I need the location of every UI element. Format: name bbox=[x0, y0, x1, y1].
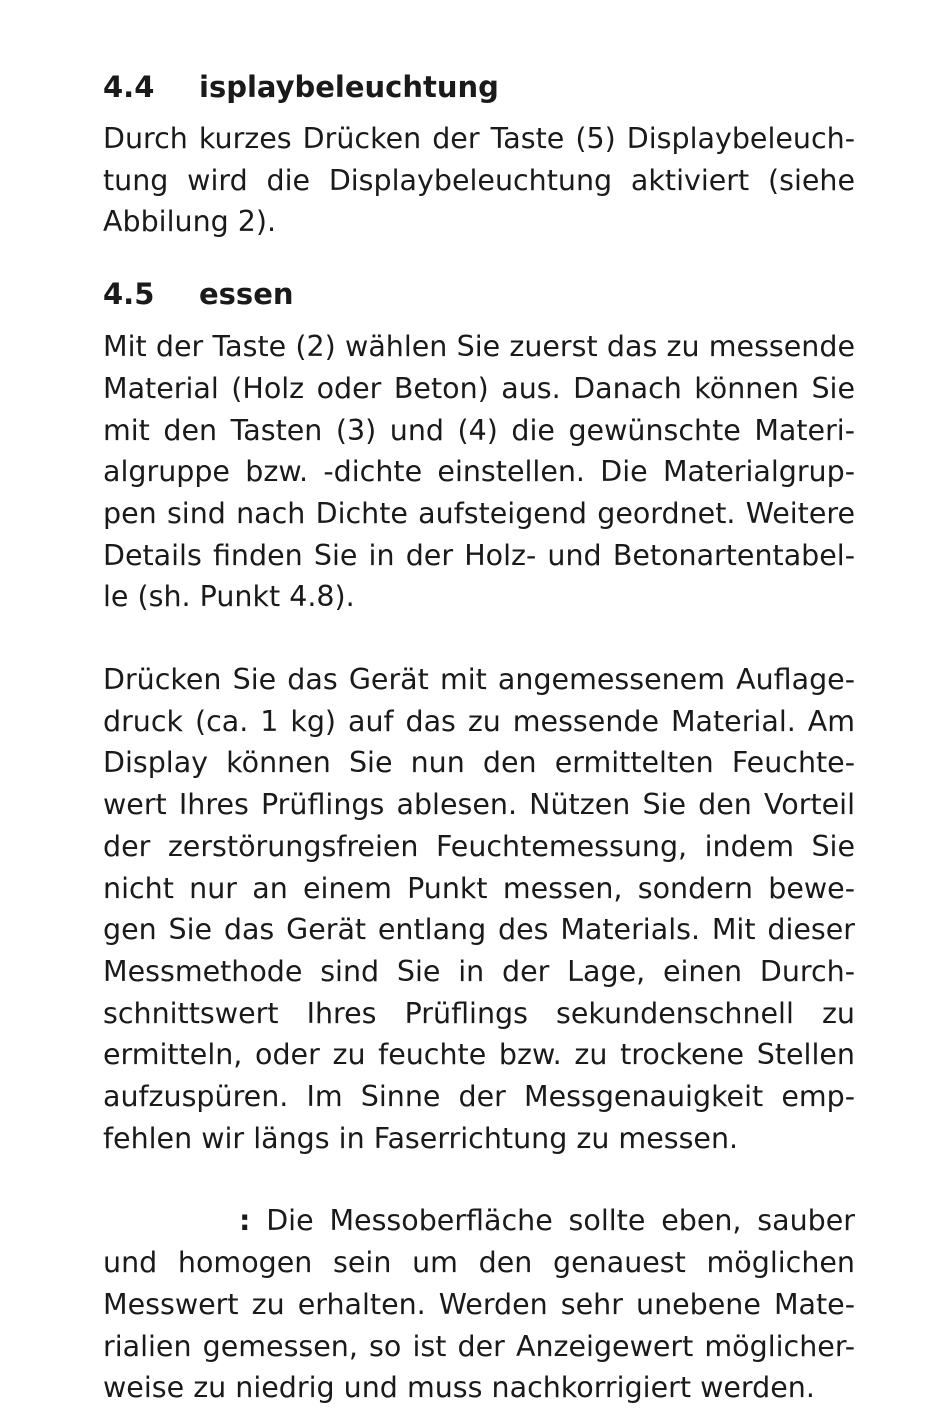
section-4-4-paragraph bbox=[103, 118, 855, 243]
text-line: wert Ihres Prüflings ablesen. Nützen Sie den Vorteil bbox=[103, 788, 855, 822]
section-4-4-heading bbox=[103, 66, 855, 108]
text-line: weise zu niedrig und muss nachkorrigiert werden. bbox=[103, 1371, 815, 1405]
text-line: fehlen wir längs in Faserrichtung zu messen. bbox=[103, 1121, 739, 1155]
text-line: pen sind nach Dichte aufsteigend geordnet. Weitere bbox=[103, 496, 855, 530]
text-line: gen Sie das Gerät entlang des Materials. Mit dieser bbox=[103, 913, 855, 947]
text-line: Drücken Sie das Gerät mit angemessenem Auflage- bbox=[103, 663, 855, 697]
note-first-line-text: Die Messoberfläche sollte eben, sauber bbox=[266, 1204, 855, 1238]
text-line: der zerstörungsfreien Feuchtemessung, indem Sie bbox=[103, 829, 855, 863]
text-line: Messwert zu erhalten. Werden sehr unebene Mate- bbox=[103, 1287, 855, 1321]
text-line: Material (Holz oder Beton) aus. Danach können Sie bbox=[103, 371, 855, 405]
text-line: Details finden Sie in der Holz- und Betonartentabel- bbox=[103, 538, 855, 572]
note-colon: : bbox=[239, 1204, 251, 1238]
section-number: 4.4 bbox=[103, 70, 155, 104]
section-4-5-heading bbox=[103, 273, 855, 315]
section-number: 4.5 bbox=[103, 277, 155, 312]
measuring-paragraph bbox=[103, 659, 855, 1159]
text-line: Durch kurzes Drücken der Taste (5) Displaybeleuch- bbox=[103, 122, 855, 155]
section-title: isplaybeleuchtung bbox=[199, 70, 499, 104]
text-line: und homogen sein um den genauest möglichen bbox=[103, 1246, 855, 1280]
note-first-line bbox=[103, 1200, 855, 1242]
section-4-5-paragraph bbox=[103, 326, 855, 618]
text-line: Abbilung 2). bbox=[103, 205, 277, 239]
text-line: schnittswert Ihres Prüflings sekundenschnell zu bbox=[103, 996, 855, 1030]
text-line: Messmethode sind Sie in der Lage, einen Durch- bbox=[103, 954, 855, 988]
text-line: Mit der Taste (2) wählen Sie zuerst das zu messende bbox=[103, 330, 855, 364]
text-line: nicht nur an einem Punkt messen, sondern bewe- bbox=[103, 871, 855, 905]
text-line: rialien gemessen, so ist der Anzeigewert möglicher- bbox=[103, 1329, 855, 1363]
text-line: mit den Tasten (3) und (4) die gewünschte Materi- bbox=[103, 413, 855, 447]
text-line: le (sh. Punkt 4.8). bbox=[103, 580, 355, 614]
section-title: essen bbox=[199, 277, 294, 312]
note-paragraph bbox=[103, 1200, 855, 1409]
text-line: druck (ca. 1 kg) auf das zu messende Material. Am bbox=[103, 704, 855, 738]
text-line: Display können Sie nun den ermittelten Feuchte- bbox=[103, 746, 855, 780]
text-line: aufzuspüren. Im Sinne der Messgenauigkeit emp- bbox=[103, 1080, 855, 1114]
text-line: ermitteln, oder zu feuchte bzw. zu trockene Stellen bbox=[103, 1038, 855, 1072]
text-line: tung wird die Displaybeleuchtung aktiviert (siehe bbox=[103, 163, 855, 197]
document-page bbox=[103, 66, 855, 1409]
text-line: algruppe bzw. -dichte einstellen. Die Materialgrup- bbox=[103, 455, 855, 489]
